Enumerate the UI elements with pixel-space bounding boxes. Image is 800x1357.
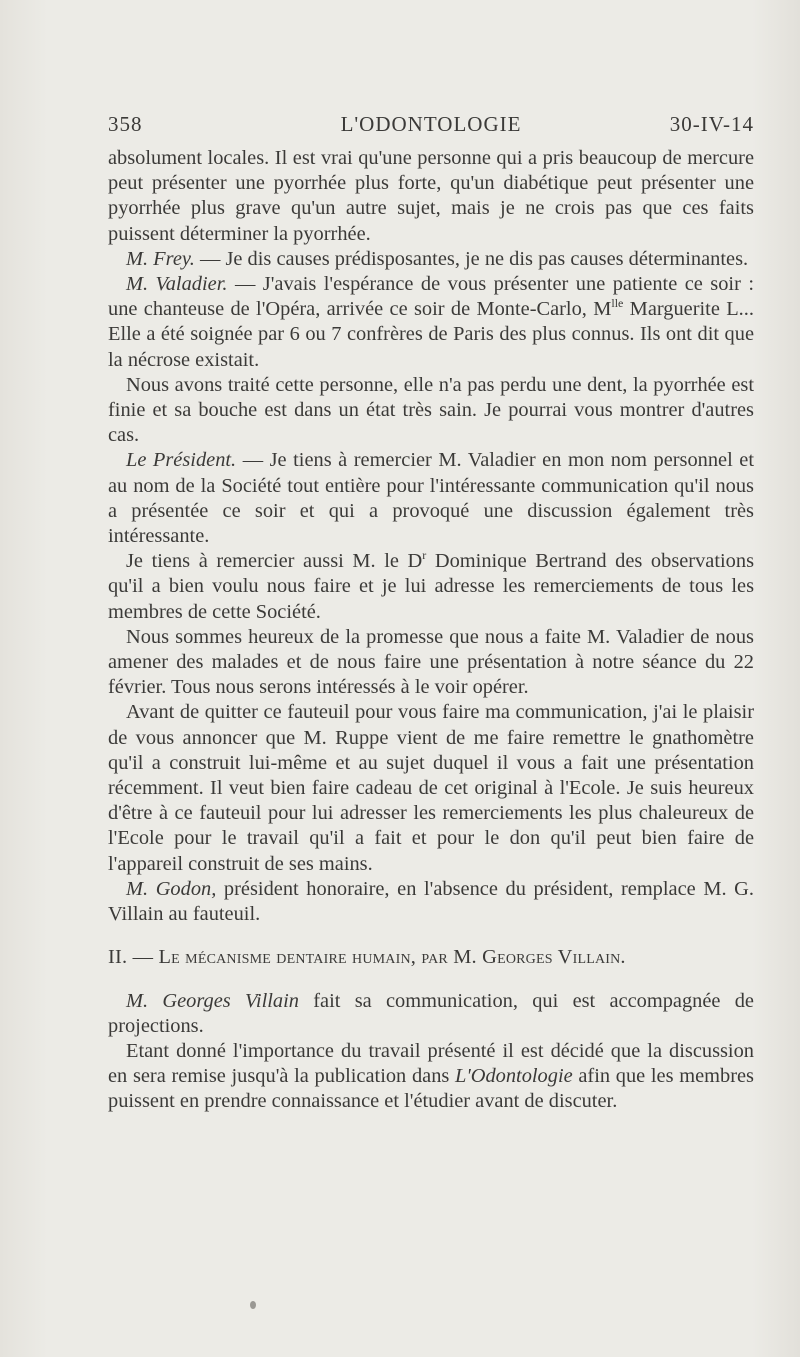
superscript: r: [422, 548, 427, 563]
paragraph-text: Avant de quitter ce fauteuil pour vous faire ma communication, j'ai le plaisir de vous annoncer que M. Ruppe vient de me faire remettre le gnathomètre qu'il a construit lui-même et au sujet duquel il vous a fait une présentation récemment. Il veut bien faire cadeau de cet original à l'Ecole. Je suis heureux d'être à ce fauteuil pour lui adresser les remerciements les plus chaleureux de l'Ecole pour le travail qu'il a fait et pour le don qu'il peut bien faire de l'appareil construit de ses mains.: [108, 701, 754, 875]
speaker-name: M. Frey.: [126, 247, 195, 270]
paragraph-text: — Je tiens à remercier M. Valadier en mon nom personnel et au nom de la Société tout entière pour l'intéressante communication qu'il nous a présentée ce soir et qui a provoqué une discussion également très intéressante.: [108, 449, 755, 548]
running-title: L'ODONTOLOGIE: [340, 112, 522, 136]
speaker-name: M. Godon,: [126, 877, 217, 900]
paragraph: [108, 700, 754, 876]
paragraph: [108, 877, 754, 927]
paragraph: [108, 625, 754, 701]
body-text: [108, 146, 754, 1115]
paragraph-text: absolument locales. Il est vrai qu'une personne qui a pris beaucoup de mercure peut présenter une pyorrhée plus forte, qu'un diabétique peut présenter une pyorrhée plus grave qu'un autre sujet, mais je ne crois pas que ces faits puissent déterminer la pyorrhée.: [108, 147, 754, 245]
paragraph-text-cont: Marguerite L... Elle a été soignée par 6 ou 7 confrères de Paris des plus connus. Ils ont dit que la nécrose existait.: [108, 298, 754, 371]
paragraph-text: — Je dis causes prédisposantes, je ne dis pas causes déterminantes.: [194, 247, 749, 270]
paragraph: [108, 989, 754, 1039]
section-heading: II. — Le mécanisme dentaire humain, par M. Georges Villain.: [108, 946, 626, 969]
paragraph-text: Etant donné l'importance du travail présenté il est décidé que la discussion en sera remise jusqu'à la publication dans: [108, 1039, 754, 1088]
speaker-name: Le Président.: [126, 449, 237, 472]
speaker-name: M. Georges Villain: [126, 989, 299, 1012]
paragraph-text: Nous sommes heureux de la promesse que nous a faite M. Valadier de nous amener des malades et de nous faire une présentation à notre séance du 22 février. Tous nous serons intéressés à le voir opérer.: [108, 625, 754, 699]
paragraph-text: fait sa communication, qui est accompagnée de projections.: [108, 989, 754, 1037]
paragraph-text: Je tiens à remercier aussi M. le D: [126, 550, 423, 573]
paragraph: [108, 272, 754, 373]
paragraph: [108, 373, 754, 449]
paragraph: [108, 146, 754, 247]
paragraph: [108, 247, 754, 272]
paragraph-text: Nous avons traité cette personne, elle n'a pas perdu une dent, la pyorrhée est finie et sa bouche est dans un état très sain. Je pourrai vous montrer d'autres cas.: [108, 373, 754, 447]
ink-mark: [250, 1301, 256, 1309]
superscript: lle: [611, 296, 624, 311]
running-header: [108, 112, 754, 142]
paragraph-text-cont: Dominique Bertrand des observations qu'il a bien voulu nous faire et je lui adresse les remerciements de tous les membres de cette Société.: [108, 550, 755, 623]
issue-date: 30-IV-14: [669, 112, 754, 136]
paragraph: [108, 549, 754, 625]
speaker-name: M. Valadier.: [126, 273, 228, 296]
page-number: 358: [108, 112, 143, 136]
paragraph: [108, 1039, 754, 1115]
paragraph-text: — J'avais l'espérance de vous présenter une patiente ce soir : une chanteuse de l'Opéra, arrivée ce soir de Monte-Carlo, M: [108, 273, 754, 321]
paragraph: [108, 448, 754, 549]
paragraph-text-cont: afin que les membres puissent en prendre connaissance et l'étudier avant de discuter.: [108, 1065, 754, 1113]
journal-title: L'Odontologie: [455, 1065, 573, 1088]
paragraph-text: président honoraire, en l'absence du président, remplace M. G. Villain au fauteuil.: [108, 877, 754, 926]
